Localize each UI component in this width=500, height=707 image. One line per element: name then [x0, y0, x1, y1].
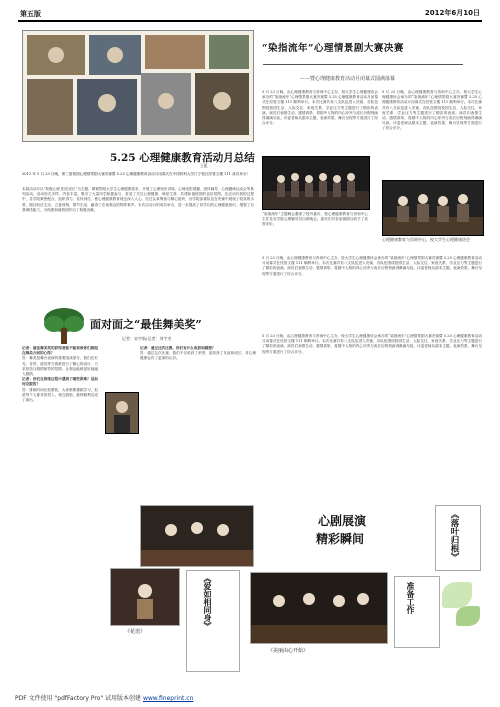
- event-photo-right: [382, 180, 484, 236]
- interview-a3: 答：通过这次比赛，我们不仅收获了荣誉，更收获了友谊和成长，对心理健康也有了更深的认识。: [140, 351, 256, 361]
- photo-illustration-left: [263, 157, 369, 209]
- interview-col1: [22, 346, 98, 686]
- stage-photo-1-image: [141, 506, 253, 566]
- gallery-label-5: 准备工作: [406, 582, 416, 614]
- article-title: 5.25 心理健康教育活动月总结: [110, 152, 255, 164]
- banner-body-col1: 5 月 23 日晚，由心理健康教育与咨询中心主办、校大学生心理健康协会承办的“染指流年”心理情景剧大赛决赛暨 5.25 心理健康教育活动月闭幕式在经管文楼 111 顺利举行。本次比赛共有八支队伍进入决赛，各队伍围绕校园生活、人际交往、家庭关系、学业压力等主题进行了精彩的表演。演员们表情生动、感情真挚，将剧中人物的内心冲突与成长历程刻画得淋漓尽致。评委老师从剧本主题、表演效果、舞台呈现等方面进行了综合评分。: [262, 90, 378, 126]
- issue-date: 2012年6月10日: [424, 9, 480, 17]
- banner-title: “染指流年”心理情景剧大赛决赛: [262, 43, 404, 54]
- banner-body-col2: 5 月 23 日晚，由心理健康教育与咨询中心主办、校大学生心理健康协会承办的“染指流年”心理情景剧大赛决赛暨 5.25 心理健康教育活动月闭幕式在经管文楼 111 顺利举行。本次比赛共有八支队伍进入决赛，各队伍围绕校园生活、人际交往、家庭关系、学业压力等主题进行了精彩的表演。演员们表情生动、感情真挚，将剧中人物的内心冲突与成长历程刻画得淋漓尽致。评委老师从剧本主题、表演效果、舞台呈现等方面进行了综合评分。: [382, 90, 482, 131]
- interview-q2: 记者：你们在排练过程中遇到了哪些困难？是如何克服的？: [22, 377, 98, 387]
- interview-q1: 记者：最佳舞美奖的获得者能不能谈谈你们剧组在舞美方面的心得？: [22, 346, 98, 356]
- section-label: 第五版: [20, 10, 41, 18]
- stage-photo-2-image: [111, 569, 179, 625]
- article-lead: 2012 年 5 月 23 日晚，第三届校园心理情景剧大赛决赛暨 5.25 心理健康教育活动月闭幕式在中国药科大学江宁校区经管文楼 111 成功举办！: [22, 172, 251, 176]
- tree-decoration: [40, 306, 88, 346]
- stage-photo-3-image: [251, 573, 387, 643]
- interview-q3: 记者：通过这次比赛，你们有什么收获和感想？: [140, 346, 216, 350]
- section-anchor: [268, 508, 270, 510]
- banner-body-col4: 5 月 23 日晚，由心理健康教育与咨询中心主办、校大学生心理健康协会承办的“染指流年”心理情景剧大赛决赛暨 5.25 心理健康教育活动月闭幕式在经管文楼 111 顺利举行。本次比赛共有八支队伍进入决赛，各队伍围绕校园生活、人际交往、家庭关系、学业压力等主题进行了精彩的表演。演员们表情生动、感情真挚，将剧中人物的内心冲突与成长历程刻画得淋漓尽致。评委老师从剧本主题、表演效果、舞台呈现等方面进行了综合评分。: [262, 334, 482, 354]
- collage-illustration: [23, 31, 253, 141]
- header-rule: [18, 8, 482, 22]
- photo-illustration-right: [383, 181, 483, 235]
- article-byline: 王虹: [200, 163, 208, 168]
- article-body: 本届活动月以“积极心理 阳光成长”为主题，紧紧围绕大学生心理健康需求，开展了心理知识讲座、心理电影展播、团体辅导、心理趣味运动会等系列活动。活动形式多样、内容丰富，吸引了大量同学积极参与，营造了关注心理健康、珍爱生命、共建和谐校园的良好氛围。在活动开展的过程中，各学院紧密配合，组织得力，宣传到位，使心理健康教育理念深入人心。经过认真筹备与精心组织，各学院参赛队伍在决赛中展现了较高的水准，剧目贴近生活，立意深刻，情节生动，赢得了在场观众的阵阵掌声。本次活动月的成功举办，进一步提高了同学们的心理健康意识，增强了自我调适能力，为构建和谐校园作出了积极贡献。: [22, 187, 254, 212]
- gallery-label-1: 《落叶归根》: [449, 510, 459, 561]
- portrait-illustration: [106, 393, 138, 433]
- gallery-label-4: 《美丽由心开始》: [268, 648, 309, 654]
- stage-photo-3: [250, 572, 388, 644]
- gallery-title-2: 精彩瞬间: [316, 532, 365, 546]
- activity-collage: [22, 30, 254, 142]
- event-photo-left: [262, 156, 370, 210]
- gallery-label-2: 《花语》: [125, 629, 146, 635]
- interview-a2: 答：排练时间比较紧张，大家都要兼顾学习，但是每个人都非常投入，相互鼓励，最终顺利完成了演出。: [22, 387, 98, 403]
- leaf-decoration-2: [456, 606, 480, 626]
- stage-photo-2: [110, 568, 180, 626]
- stage-photo-1: [140, 505, 254, 567]
- interviewee-photo: [105, 392, 139, 434]
- label-box-5: [394, 576, 440, 648]
- pdf-footer: [15, 693, 193, 702]
- interview-a1: 答：舞美是舞台表演的重要组成部分，我们在灯光、音效、道具等方面都进行了精心的设计，力求营造与剧情相符的氛围，让观众能够更好地融入剧情。: [22, 356, 98, 377]
- banner-subtitle: ——暨心理健康教育活动月闭幕式圆满落幕: [300, 76, 396, 82]
- interview-title: 面对面之“最佳舞美奖”: [90, 318, 202, 331]
- footer-text: PDF 文件使用 "pdfFactory Pro" 试用版本创建: [15, 695, 142, 702]
- gallery-title-1: 心剧展演: [318, 514, 367, 528]
- tree-icon: [40, 306, 88, 346]
- photo-caption-right: 心理健康教育与咨询中心、校大学生心理健康协会: [382, 237, 470, 242]
- gallery-label-3: 《爱如相同身》: [203, 574, 213, 630]
- photo-caption: “染指流年”主题晚会邀请了校外嘉宾、校心理健康教育与咨询中心主任及各学院心理辅导员出席晚会。嘉宾们对各参赛剧目给予了高度评价。: [262, 212, 368, 226]
- interview-byline: 记者：宋宇航/记者：刘宇杰: [122, 336, 172, 341]
- banner-body-col3: 5 月 23 日晚，由心理健康教育与咨询中心主办、校大学生心理健康协会承办的“染指流年”心理情景剧大赛决赛暨 5.25 心理健康教育活动月闭幕式在经管文楼 111 顺利举行。本次比赛共有八支队伍进入决赛，各队伍围绕校园生活、人际交往、家庭关系、学业压力等主题进行了精彩的表演。演员们表情生动、感情真挚，将剧中人物的内心冲突与成长历程刻画得淋漓尽致。评委老师从剧本主题、表演效果、舞台呈现等方面进行了综合评分。: [262, 256, 482, 276]
- leaf-decoration: [442, 582, 472, 608]
- footer-link[interactable]: www.fineprint.cn: [142, 695, 194, 702]
